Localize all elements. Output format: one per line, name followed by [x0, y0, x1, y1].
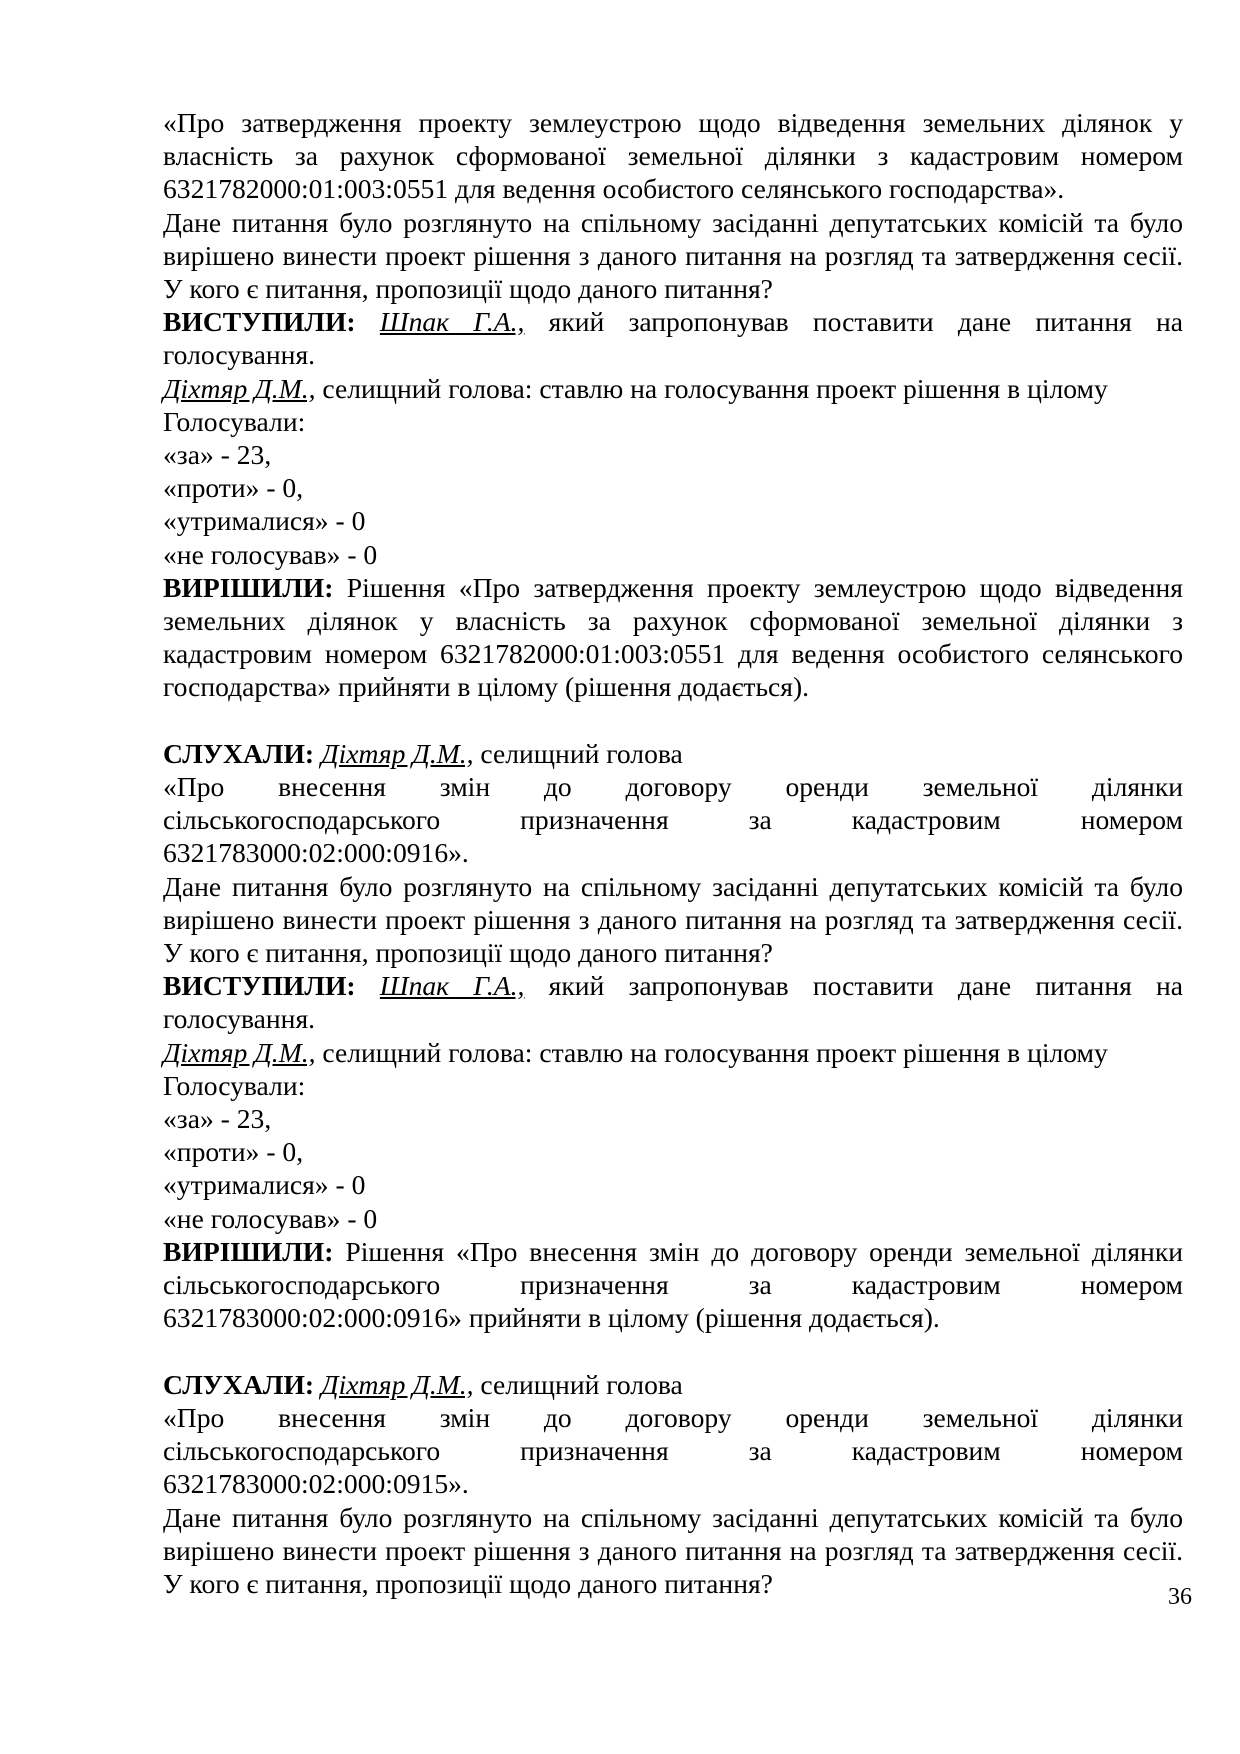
section-spacer: [163, 1335, 1183, 1368]
decision-paragraph: [163, 1235, 1183, 1335]
heard-label: СЛУХАЛИ:: [163, 1368, 315, 1400]
decided-text: Рішення «Про внесення змін до договору оренди земельної ділянки сільськогосподарського призначення за кадастровим номером 6321783000:02:000:0916» прийняти в цілому (рішення додається).: [163, 1235, 1183, 1334]
heard-line: [163, 737, 1183, 770]
speaker-text: який запропонував поставити дане питання на голосування.: [163, 306, 1183, 371]
head-name: Діхтяр Д.М.,: [163, 372, 316, 404]
agenda-title-line: 6321783000:02:000:0915».: [163, 1468, 469, 1500]
vote-not-voted: «не голосував» - 0: [163, 1202, 378, 1234]
vote-against: «проти» - 0,: [163, 1136, 304, 1168]
heard-name: Діхтяр Д.М.,: [321, 737, 474, 769]
agenda-title-line: сільськогосподарського призначення за кадастровим номером: [163, 804, 1183, 836]
agenda-title-line: 6321783000:02:000:0916».: [163, 837, 469, 869]
agenda-title-line: сільськогосподарського призначення за кадастровим номером: [163, 1435, 1183, 1467]
speaker-name: Шпак Г.А.,: [379, 970, 525, 1002]
vote-for: «за» - 23,: [163, 1103, 272, 1135]
heard-role: селищний голова: [473, 1368, 683, 1400]
agenda-item-title: «Про затвердження проекту землеустрою щодо відведення земельних ділянок у власність за рахунок сформованої земельної ділянки з кадастровим номером 6321782000:01:003:0551 для ведення особистого селянського господарства».: [163, 107, 1183, 205]
vote-against: «проти» - 0,: [163, 472, 304, 504]
heard-name: Діхтяр Д.М.,: [321, 1368, 474, 1400]
vote-abstained: «утрималися» - 0: [163, 1169, 366, 1201]
review-paragraph: Дане питання було розглянуто на спільному засіданні депутатських комісій та було вирішено винести проект рішення з даного питання на розгляд та затвердження сесії. У кого є питання, пропозиції щодо даного питання?: [163, 1501, 1183, 1599]
review-paragraph: Дане питання було розглянуто на спільному засіданні депутатських комісій та було вирішено винести проект рішення з даного питання на розгляд та затвердження сесії. У кого є питання, пропозиції щодо даного питання?: [163, 870, 1183, 969]
vote-not-voted: «не голосував» - 0: [163, 538, 378, 570]
voted-label: Голосували:: [163, 1069, 306, 1101]
head-name: Діхтяр Д.М.,: [163, 1036, 316, 1068]
speakers-paragraph: [163, 305, 1183, 371]
speaker-name: Шпак Г.А.,: [379, 306, 525, 338]
speakers-label: ВИСТУПИЛИ:: [163, 306, 356, 338]
decided-label: ВИРІШИЛИ:: [163, 571, 334, 603]
decided-label: ВИРІШИЛИ:: [163, 1235, 334, 1267]
page-number: 36: [1168, 1584, 1192, 1610]
head-statement: [163, 372, 1183, 405]
heard-line: [163, 1368, 1183, 1401]
head-text: селищний голова: ставлю на голосування проект рішення в цілому: [315, 1036, 1108, 1068]
page-content: [163, 106, 1183, 1600]
decided-text: Рішення «Про затвердження проекту землеустрою щодо відведення земельних ділянок у власність за рахунок сформованої земельної ділянки з кадастровим номером 6321782000:01:003:0551 для ведення особистого селянського господарства» прийняти в цілому (рішення додається).: [163, 571, 1183, 703]
speaker-text: який запропонував поставити дане питання на голосування.: [163, 970, 1183, 1035]
agenda-title-line: «Про внесення змін до договору оренди земельної ділянки: [163, 771, 1183, 803]
vote-abstained: «утрималися» - 0: [163, 505, 366, 537]
heard-role: селищний голова: [473, 737, 683, 769]
head-text: селищний голова: ставлю на голосування проект рішення в цілому: [315, 372, 1108, 404]
speakers-paragraph: [163, 969, 1183, 1035]
agenda-title-line: «Про внесення змін до договору оренди земельної ділянки: [163, 1401, 1183, 1433]
review-paragraph: Дане питання було розглянуто на спільному засіданні депутатських комісій та було вирішено винести проект рішення з даного питання на розгляд та затвердження сесії. У кого є питання, пропозиції щодо даного питання?: [163, 206, 1183, 305]
voted-label: Голосували:: [163, 405, 306, 437]
head-statement: [163, 1036, 1183, 1069]
decision-paragraph: [163, 571, 1183, 704]
section-spacer: [163, 704, 1183, 737]
vote-for: «за» - 23,: [163, 439, 272, 471]
heard-label: СЛУХАЛИ:: [163, 737, 315, 769]
speakers-label: ВИСТУПИЛИ:: [163, 970, 356, 1002]
